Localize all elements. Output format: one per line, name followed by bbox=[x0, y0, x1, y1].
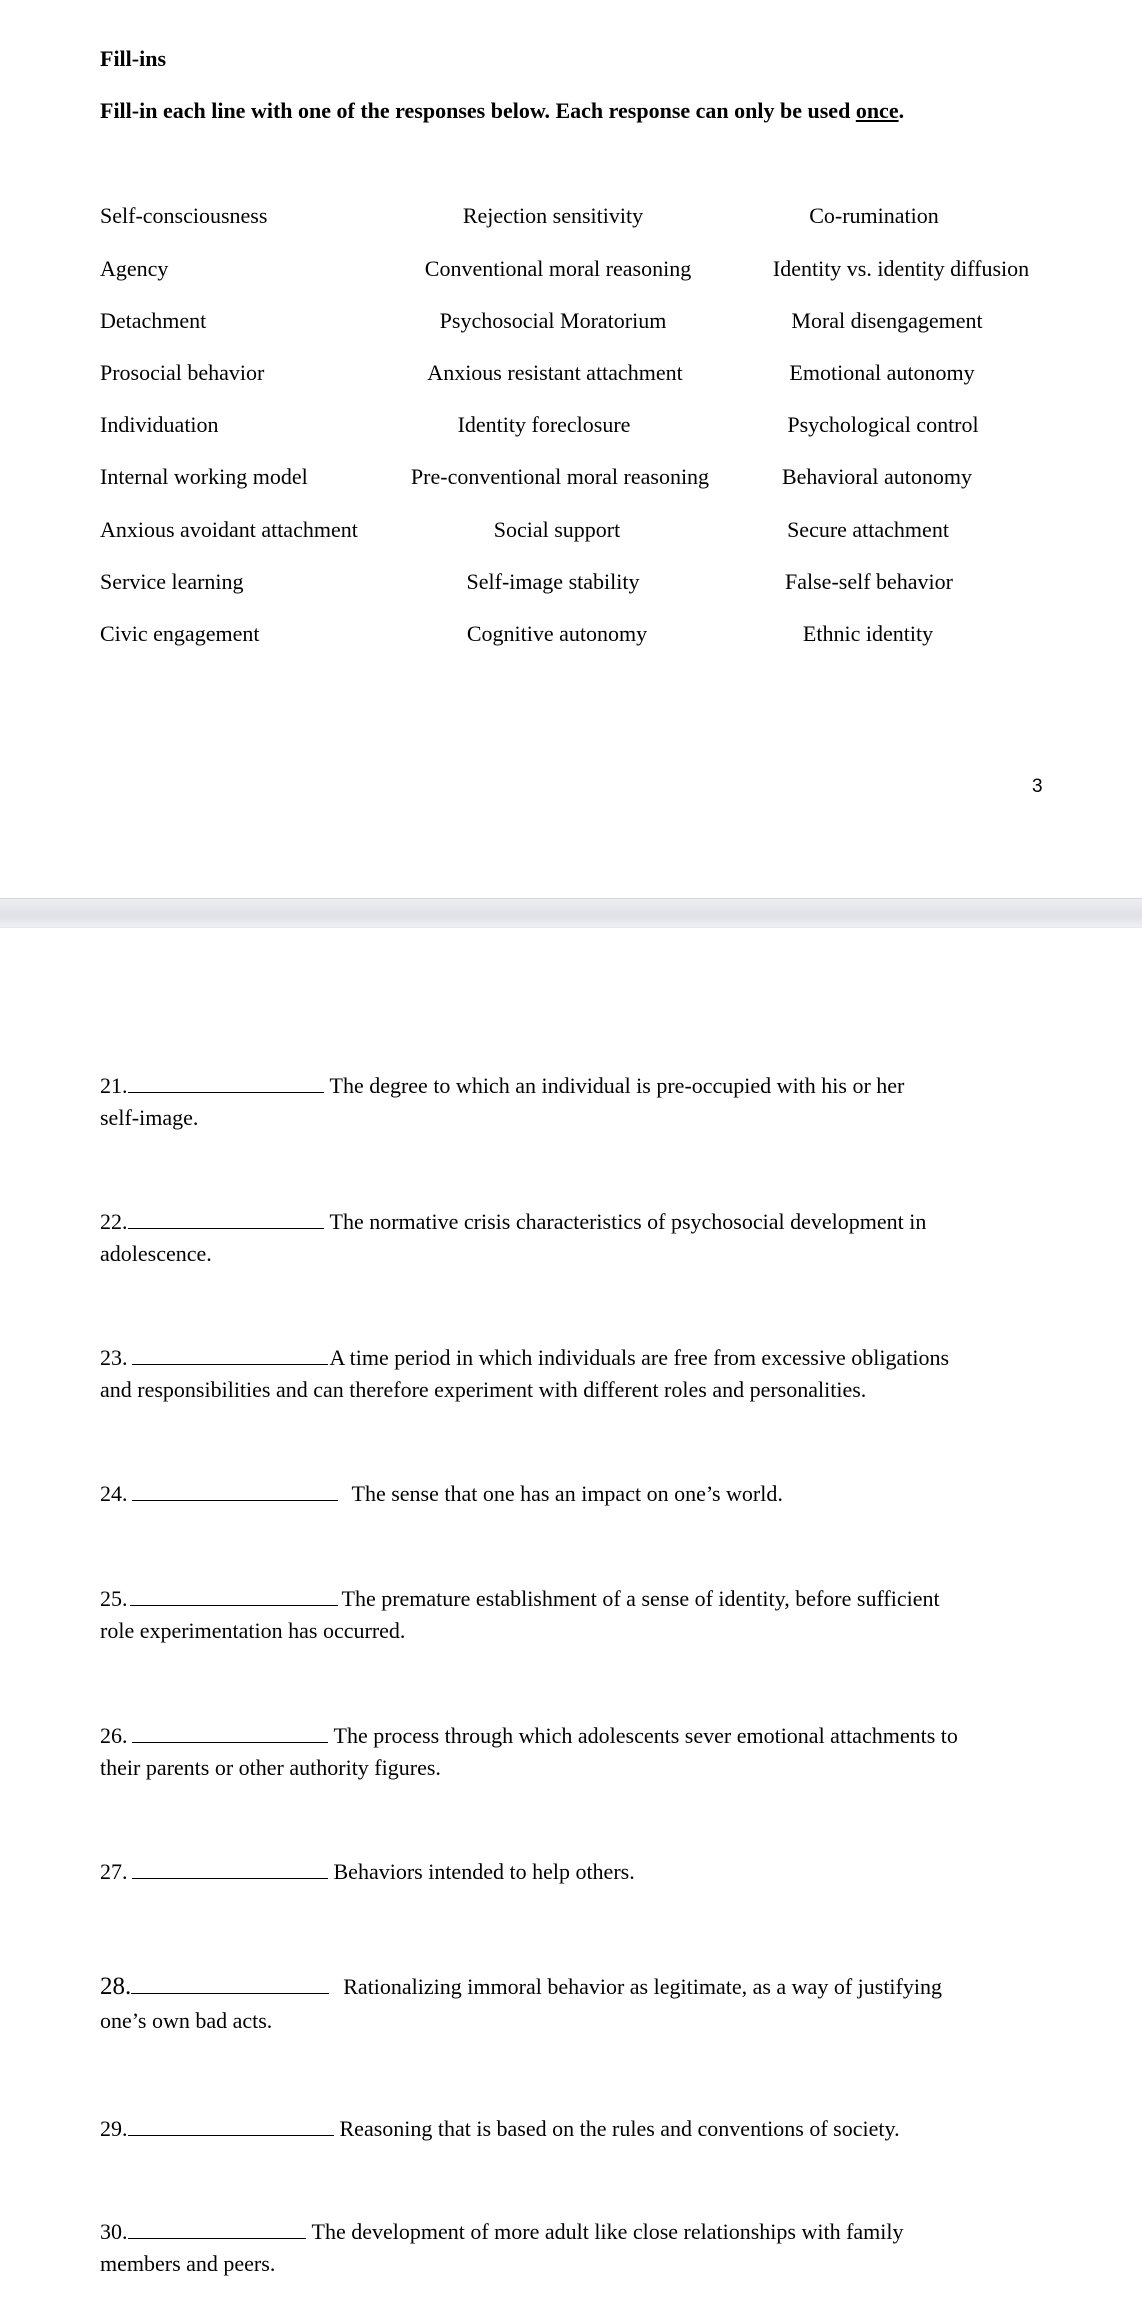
word-bank-item: Pre-conventional moral reasoning bbox=[410, 464, 710, 489]
question-number: 21. bbox=[100, 1073, 128, 1098]
word-bank-item: Internal working model bbox=[100, 464, 308, 489]
worksheet-page-top bbox=[0, 0, 1142, 898]
question-text: Rationalizing immoral behavior as legitimate, as a way of justifying bbox=[343, 1974, 942, 1999]
question-text-continued: one’s own bad acts. bbox=[100, 2008, 273, 2033]
word-bank-item: Psychosocial Moratorium bbox=[439, 308, 667, 333]
word-bank-item: Individuation bbox=[100, 412, 219, 437]
word-bank-item: Emotional autonomy bbox=[789, 360, 975, 385]
word-bank-item: Agency bbox=[100, 256, 169, 281]
question-23 bbox=[100, 1342, 1060, 1406]
word-bank-item: Behavioral autonomy bbox=[781, 464, 973, 489]
question-text-continued: and responsibilities and can therefore experiment with different roles and personalities. bbox=[100, 1377, 867, 1402]
word-bank-item: Ethnic identity bbox=[802, 621, 934, 646]
question-number: 26. bbox=[100, 1723, 128, 1748]
word-bank-item: Service learning bbox=[100, 569, 244, 594]
answer-blank[interactable] bbox=[128, 2216, 306, 2239]
word-bank-item: Detachment bbox=[100, 308, 207, 333]
question-21 bbox=[100, 1070, 1060, 1134]
word-bank-item: Self-consciousness bbox=[100, 203, 268, 228]
instructions-end: . bbox=[898, 98, 905, 123]
page-number: 3 bbox=[1032, 776, 1043, 797]
page-break-divider bbox=[0, 898, 1142, 928]
answer-blank[interactable] bbox=[132, 1342, 328, 1365]
question-text-continued: role experimentation has occurred. bbox=[100, 1618, 406, 1643]
question-number: 25. bbox=[100, 1586, 128, 1611]
answer-blank[interactable] bbox=[132, 1856, 328, 1879]
word-bank-item: Civic engagement bbox=[100, 621, 260, 646]
question-text: Behaviors intended to help others. bbox=[333, 1859, 635, 1884]
word-bank-item: False-self behavior bbox=[785, 569, 953, 594]
question-24 bbox=[100, 1478, 1060, 1510]
answer-blank[interactable] bbox=[132, 1478, 338, 1501]
answer-blank[interactable] bbox=[131, 1971, 329, 1994]
question-text: A time period in which individuals are free from excessive obligations bbox=[329, 1345, 950, 1370]
question-number: 29. bbox=[100, 2116, 128, 2141]
section-title: Fill-ins bbox=[100, 46, 167, 71]
question-29 bbox=[100, 2113, 1060, 2145]
question-text: The normative crisis characteristics of psychosocial development in bbox=[329, 1209, 927, 1234]
word-bank-item: Anxious avoidant attachment bbox=[100, 517, 358, 542]
instructions-emphasis: once bbox=[855, 98, 899, 123]
answer-blank[interactable] bbox=[132, 1720, 328, 1743]
question-text-continued: their parents or other authority figures. bbox=[100, 1755, 441, 1780]
word-bank-item: Secure attachment bbox=[787, 517, 949, 542]
question-30 bbox=[100, 2216, 1060, 2280]
word-bank-item: Anxious resistant attachment bbox=[427, 360, 683, 385]
question-text: The sense that one has an impact on one’s world. bbox=[351, 1481, 783, 1506]
word-bank bbox=[0, 0, 1142, 700]
word-bank-item: Moral disengagement bbox=[791, 308, 983, 333]
question-22 bbox=[100, 1206, 1060, 1270]
question-27 bbox=[100, 1856, 1060, 1888]
question-number: 27. bbox=[100, 1859, 128, 1884]
question-number: 22. bbox=[100, 1209, 128, 1234]
word-bank-item: Co-rumination bbox=[809, 203, 939, 228]
question-text: The development of more adult like close relationships with family bbox=[311, 2219, 904, 2244]
instructions-text: Fill-in each line with one of the responses below. Each response can only be used bbox=[100, 98, 856, 123]
word-bank-item: Identity vs. identity diffusion bbox=[772, 256, 1030, 281]
word-bank-item: Cognitive autonomy bbox=[466, 621, 648, 646]
question-number: 30. bbox=[100, 2219, 128, 2244]
word-bank-item: Social support bbox=[493, 517, 621, 542]
question-text: The process through which adolescents sever emotional attachments to bbox=[333, 1723, 958, 1748]
question-number: 28. bbox=[100, 1973, 132, 2000]
word-bank-item: Rejection sensitivity bbox=[462, 203, 644, 228]
question-text-continued: self-image. bbox=[100, 1105, 199, 1130]
word-bank-item: Conventional moral reasoning bbox=[424, 256, 692, 281]
question-text: Reasoning that is based on the rules and conventions of society. bbox=[339, 2116, 900, 2141]
answer-blank[interactable] bbox=[130, 1583, 338, 1606]
word-bank-item: Self-image stability bbox=[466, 569, 640, 594]
question-text-continued: members and peers. bbox=[100, 2251, 276, 2276]
answer-blank[interactable] bbox=[128, 2113, 334, 2136]
question-28 bbox=[100, 1970, 1060, 2038]
question-number: 23. bbox=[100, 1345, 128, 1370]
answer-blank[interactable] bbox=[128, 1206, 324, 1229]
word-bank-item: Identity foreclosure bbox=[457, 412, 631, 437]
word-bank-item: Psychological control bbox=[787, 412, 979, 437]
question-26 bbox=[100, 1720, 1060, 1784]
question-text: The premature establishment of a sense of identity, before sufficient bbox=[341, 1586, 940, 1611]
question-number: 24. bbox=[100, 1481, 128, 1506]
question-text: The degree to which an individual is pre-occupied with his or her bbox=[329, 1073, 905, 1098]
question-25 bbox=[100, 1583, 1060, 1647]
answer-blank[interactable] bbox=[128, 1070, 324, 1093]
word-bank-item: Prosocial behavior bbox=[100, 360, 265, 385]
question-text-continued: adolescence. bbox=[100, 1241, 212, 1266]
